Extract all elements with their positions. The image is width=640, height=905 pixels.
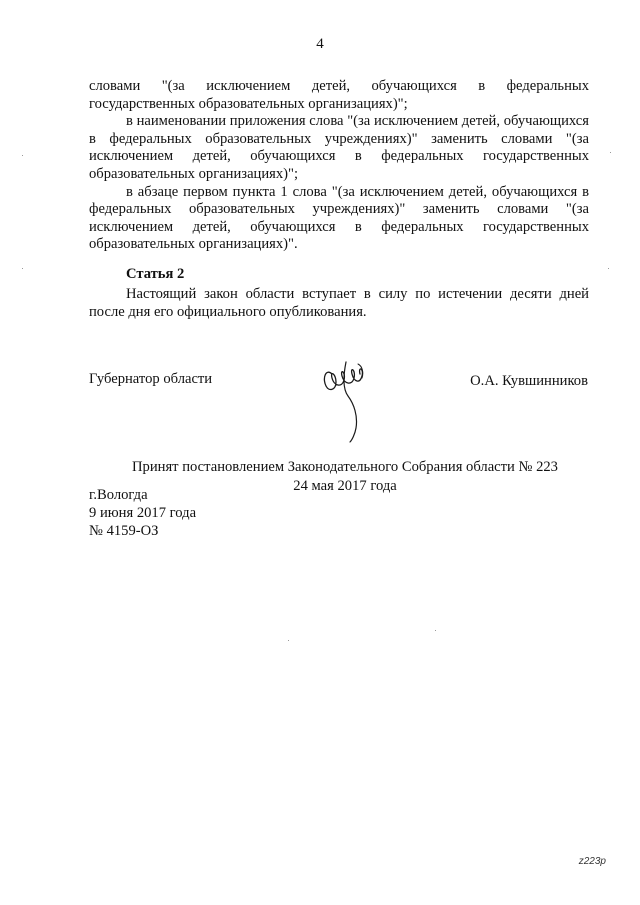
- paragraph-3: в абзаце первом пункта 1 слова "(за исключением детей, обучающихся в федеральных образовательных учреждениях)" заменить словами "(за исключением детей, обучающихся в федеральных государственных образовательных организациях)".: [89, 183, 589, 253]
- article-paragraph: Настоящий закон области вступает в силу по истечении десяти дней после дня его официального опубликования.: [89, 286, 589, 320]
- signatory-name: О.А. Кувшинников: [470, 373, 588, 389]
- paragraph-1: словами "(за исключением детей, обучающихся в федеральных государственных образовательных организациях)";: [89, 78, 589, 112]
- paragraph-2: в наименовании приложения слова "(за исключением детей, обучающихся в федеральных образовательных учреждениях)" заменить словами "(за исключением детей, обучающихся в федеральных государственных образовательных организациях)";: [89, 113, 589, 182]
- adoption-resolution: Принят постановлением Законодательного Собрания области № 223: [132, 459, 558, 475]
- adoption-date: 24 мая 2017 года: [293, 478, 397, 494]
- document-code: z223p: [578, 856, 606, 867]
- handwritten-signature: [318, 352, 378, 444]
- city: г.Вологда: [89, 487, 148, 503]
- scan-speck: [22, 155, 23, 156]
- scan-speck: [610, 152, 611, 153]
- law-number: № 4159-ОЗ: [89, 523, 159, 539]
- scan-speck: [435, 630, 436, 631]
- scan-speck: [22, 268, 23, 269]
- article-heading: Статья 2: [126, 266, 185, 282]
- scan-speck: [608, 268, 609, 269]
- signing-date: 9 июня 2017 года: [89, 505, 197, 521]
- amendment-text: [89, 78, 589, 254]
- signatory-position: Губернатор области: [89, 371, 213, 387]
- page-number: 4: [316, 36, 324, 52]
- scan-speck: [288, 640, 289, 641]
- article-body: [89, 286, 589, 321]
